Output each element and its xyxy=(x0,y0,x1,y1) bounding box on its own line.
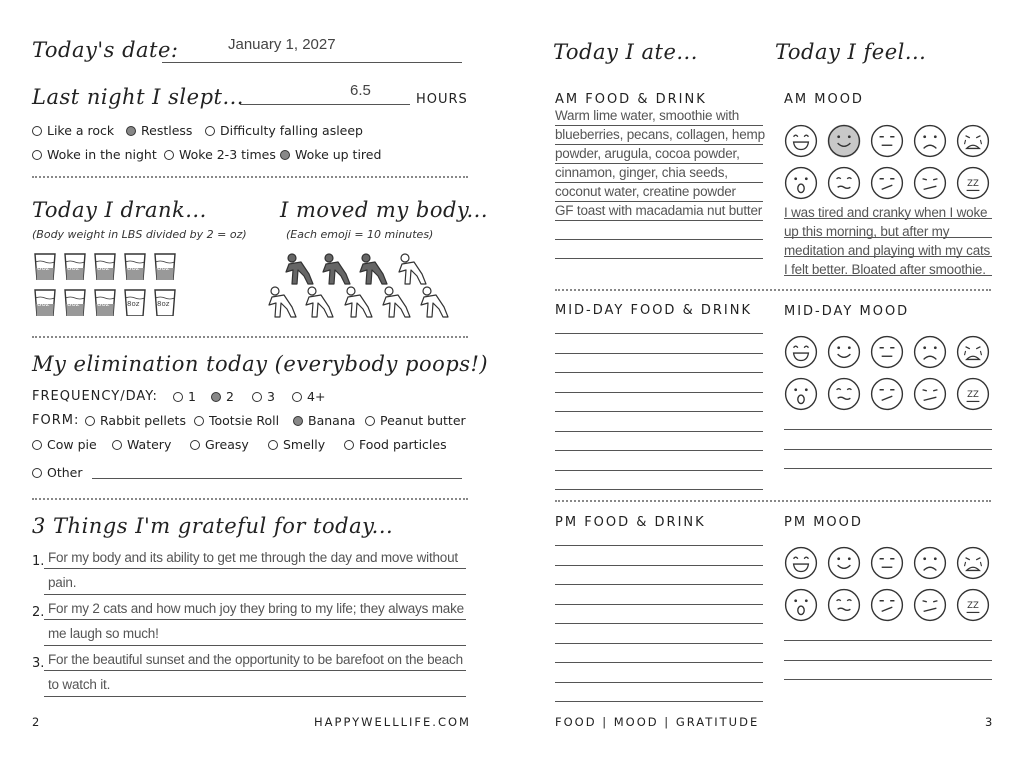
write-line[interactable] xyxy=(555,411,763,412)
divider xyxy=(32,176,468,178)
svg-text:ZZ: ZZ xyxy=(967,601,979,612)
sleep-option[interactable] xyxy=(126,123,192,138)
sad-face-icon[interactable] xyxy=(913,546,947,580)
write-line[interactable] xyxy=(555,182,763,183)
option-label: Other xyxy=(47,465,83,480)
write-line[interactable] xyxy=(555,584,763,585)
grateful-line[interactable]: For my body and its ability to get me through the day and move without xyxy=(48,550,458,565)
write-line[interactable] xyxy=(555,431,763,432)
sleepy-face-icon[interactable] xyxy=(956,588,990,622)
crying-face-icon[interactable] xyxy=(956,124,990,158)
grateful-line[interactable]: For my 2 cats and how much joy they bring to my life; they always make xyxy=(48,601,464,616)
write-line[interactable] xyxy=(555,201,763,202)
hours-label: HOURS xyxy=(416,92,468,107)
page-number-right: 3 xyxy=(985,715,995,729)
yoga-figure-icon[interactable] xyxy=(357,252,391,286)
grateful-line[interactable]: pain. xyxy=(48,575,77,590)
mid-food-label: MID-DAY FOOD & DRINK xyxy=(555,303,752,318)
glass-label: 8oz xyxy=(67,300,80,308)
radio-icon[interactable] xyxy=(32,150,42,160)
freq-option[interactable] xyxy=(252,389,275,404)
divider xyxy=(32,498,468,500)
form-option[interactable] xyxy=(32,465,83,480)
other-line xyxy=(92,478,462,479)
option-label: Banana xyxy=(308,413,356,428)
food-note-line[interactable]: blueberries, pecans, collagen, hemp xyxy=(555,127,765,142)
radio-icon[interactable] xyxy=(280,150,290,160)
yoga-figure-icon[interactable] xyxy=(342,285,376,319)
neutral-face-icon[interactable] xyxy=(870,124,904,158)
form-option[interactable] xyxy=(85,413,186,428)
grateful-title: 3 Things I'm grateful for today... xyxy=(32,514,394,538)
freq-option[interactable] xyxy=(292,389,325,404)
radio-icon[interactable] xyxy=(190,440,200,450)
radio-icon[interactable] xyxy=(112,440,122,450)
write-line[interactable] xyxy=(555,163,763,164)
radio-icon[interactable] xyxy=(252,392,262,402)
glass-label: 8oz xyxy=(157,300,170,308)
slept-label: Last night I slept... xyxy=(32,85,244,109)
write-line[interactable] xyxy=(555,392,763,393)
radio-icon[interactable] xyxy=(344,440,354,450)
glass-label: 8oz xyxy=(37,300,50,308)
option-label: 2 xyxy=(226,389,234,404)
date-label: Today's date: xyxy=(32,38,179,62)
form-option[interactable] xyxy=(32,437,97,452)
radio-icon[interactable] xyxy=(85,416,95,426)
write-line[interactable] xyxy=(784,660,992,661)
write-line[interactable] xyxy=(555,682,763,683)
laughing-face-icon[interactable] xyxy=(784,546,818,580)
mood-note-line[interactable]: I was tired and cranky when I woke xyxy=(784,205,988,220)
annoyed-face-icon[interactable] xyxy=(913,166,947,200)
moved-title: I moved my body... xyxy=(280,198,489,222)
surprised-face-icon[interactable] xyxy=(784,166,818,200)
radio-icon[interactable] xyxy=(365,416,375,426)
write-line[interactable] xyxy=(555,125,763,126)
crying-face-icon[interactable] xyxy=(956,335,990,369)
option-label: Woke up tired xyxy=(295,147,382,162)
write-line[interactable] xyxy=(555,353,763,354)
slept-line xyxy=(240,104,410,105)
option-label: 3 xyxy=(267,389,275,404)
write-line[interactable] xyxy=(784,468,992,469)
freq-option[interactable] xyxy=(173,389,196,404)
option-label: 1 xyxy=(188,389,196,404)
yoga-figure-icon[interactable] xyxy=(418,285,452,319)
crying-face-icon[interactable] xyxy=(956,546,990,580)
drank-hint: (Body weight in LBS divided by 2 = oz) xyxy=(32,228,247,241)
write-line[interactable] xyxy=(555,220,763,221)
sleepy-face-icon[interactable] xyxy=(956,166,990,200)
surprised-face-icon[interactable] xyxy=(784,588,818,622)
food-note-line[interactable]: GF toast with macadamia nut butter xyxy=(555,203,763,218)
smiling-face-icon[interactable] xyxy=(827,546,861,580)
divider xyxy=(555,289,991,291)
option-label: Greasy xyxy=(205,437,249,452)
smiling-face-icon[interactable] xyxy=(827,335,861,369)
sleep-option[interactable] xyxy=(164,147,276,162)
feel-title: Today I feel... xyxy=(775,40,927,64)
glass-label: 8oz xyxy=(37,264,50,272)
moved-hint: (Each emoji = 10 minutes) xyxy=(286,228,434,241)
form-label: FORM: xyxy=(32,413,80,428)
radio-icon[interactable] xyxy=(293,416,303,426)
annoyed-face-icon[interactable] xyxy=(913,588,947,622)
glass-label: 8oz xyxy=(127,300,140,308)
queasy-face-icon[interactable] xyxy=(827,377,861,411)
pm-food-label: PM FOOD & DRINK xyxy=(555,515,706,530)
radio-icon[interactable] xyxy=(32,440,42,450)
write-line[interactable] xyxy=(555,701,763,702)
queasy-face-icon[interactable] xyxy=(827,588,861,622)
option-label: Difficulty falling asleep xyxy=(220,123,363,138)
write-line[interactable] xyxy=(555,470,763,471)
write-line[interactable] xyxy=(555,643,763,644)
write-line[interactable] xyxy=(784,679,992,680)
sleep-option[interactable] xyxy=(32,123,114,138)
form-option[interactable] xyxy=(344,437,447,452)
option-label: Restless xyxy=(141,123,193,138)
grateful-number: 1. xyxy=(32,554,45,569)
radio-icon[interactable] xyxy=(292,392,302,402)
radio-icon[interactable] xyxy=(164,150,174,160)
radio-icon[interactable] xyxy=(173,392,183,402)
write-line xyxy=(44,670,466,671)
site-url: HAPPYWELLLIFE.COM xyxy=(314,715,471,729)
write-line[interactable] xyxy=(555,565,763,566)
write-line[interactable] xyxy=(784,640,992,641)
radio-icon[interactable] xyxy=(268,440,278,450)
option-label: Woke in the night xyxy=(47,147,157,162)
radio-icon[interactable] xyxy=(32,468,42,478)
write-line[interactable] xyxy=(784,449,992,450)
write-line xyxy=(44,568,466,569)
form-option[interactable] xyxy=(365,413,466,428)
option-label: Cow pie xyxy=(47,437,97,452)
skeptical-face-icon[interactable] xyxy=(870,377,904,411)
sleep-option[interactable] xyxy=(205,123,363,138)
mood-note-line[interactable]: I felt better. Bloated after smoothie. xyxy=(784,262,986,277)
glass-label: 8oz xyxy=(67,264,80,272)
write-line xyxy=(44,696,466,697)
skeptical-face-icon[interactable] xyxy=(870,588,904,622)
laughing-face-icon[interactable] xyxy=(784,124,818,158)
write-line xyxy=(44,619,466,620)
radio-icon[interactable] xyxy=(194,416,204,426)
glass-label: 8oz xyxy=(97,264,110,272)
option-label: Tootsie Roll xyxy=(209,413,280,428)
radio-icon[interactable] xyxy=(211,392,221,402)
grateful-line[interactable]: to watch it. xyxy=(48,677,111,692)
svg-text:ZZ: ZZ xyxy=(967,390,979,401)
skeptical-face-icon[interactable] xyxy=(870,166,904,200)
write-line[interactable] xyxy=(555,333,763,334)
sleepy-face-icon[interactable] xyxy=(956,377,990,411)
food-note-line[interactable]: Warm lime water, smoothie with xyxy=(555,108,740,123)
am-food-label: AM FOOD & DRINK xyxy=(555,92,707,107)
option-label: Like a rock xyxy=(47,123,115,138)
sleep-option[interactable] xyxy=(32,147,157,162)
pm-mood-label: PM MOOD xyxy=(784,515,863,530)
date-line xyxy=(162,62,462,63)
footer-tagline: FOOD | MOOD | GRATITUDE xyxy=(555,715,760,729)
laughing-face-icon[interactable] xyxy=(784,335,818,369)
write-line[interactable] xyxy=(555,372,763,373)
write-line[interactable] xyxy=(555,662,763,663)
grateful-number: 2. xyxy=(32,605,45,620)
yoga-figure-icon[interactable] xyxy=(283,252,317,286)
sleep-option[interactable] xyxy=(280,147,381,162)
write-line[interactable] xyxy=(555,489,763,490)
grateful-number: 3. xyxy=(32,656,45,671)
sad-face-icon[interactable] xyxy=(913,335,947,369)
food-note-line[interactable]: coconut water, creatine powder xyxy=(555,184,736,199)
option-label: 4+ xyxy=(307,389,326,404)
write-line[interactable] xyxy=(555,604,763,605)
sad-face-icon[interactable] xyxy=(913,124,947,158)
radio-icon[interactable] xyxy=(205,126,215,136)
mood-note-line[interactable]: meditation and playing with my cats xyxy=(784,243,991,258)
form-option[interactable] xyxy=(112,437,171,452)
option-label: Peanut butter xyxy=(380,413,466,428)
form-option[interactable] xyxy=(190,437,249,452)
drank-title: Today I drank... xyxy=(32,198,207,222)
divider xyxy=(32,336,468,338)
form-option[interactable] xyxy=(293,413,355,428)
glass-label: 8oz xyxy=(127,264,140,272)
smiling-face-icon[interactable] xyxy=(827,124,861,158)
yoga-figure-icon[interactable] xyxy=(380,285,414,319)
freq-option[interactable] xyxy=(211,389,234,404)
grateful-line[interactable]: For the beautiful sunset and the opportunity to be barefoot on the beach xyxy=(48,652,463,667)
food-note-line[interactable]: cinnamon, ginger, chia seeds, xyxy=(555,165,728,180)
form-option[interactable] xyxy=(194,413,279,428)
write-line xyxy=(44,645,466,646)
option-label: Smelly xyxy=(283,437,326,452)
mood-note-line[interactable]: up this morning, but after my xyxy=(784,224,950,239)
neutral-face-icon[interactable] xyxy=(870,335,904,369)
svg-text:ZZ: ZZ xyxy=(967,179,979,190)
write-line[interactable] xyxy=(555,623,763,624)
option-label: Woke 2-3 times xyxy=(179,147,276,162)
option-label: Rabbit pellets xyxy=(100,413,186,428)
mid-mood-label: MID-DAY MOOD xyxy=(784,304,910,319)
grateful-line[interactable]: me laugh so much! xyxy=(48,626,159,641)
date-value[interactable]: January 1, 2027 xyxy=(228,36,336,53)
write-line[interactable] xyxy=(555,545,763,546)
annoyed-face-icon[interactable] xyxy=(913,377,947,411)
radio-icon[interactable] xyxy=(126,126,136,136)
divider xyxy=(555,500,991,502)
queasy-face-icon[interactable] xyxy=(827,166,861,200)
neutral-face-icon[interactable] xyxy=(870,546,904,580)
option-label: Watery xyxy=(127,437,172,452)
yoga-figure-icon[interactable] xyxy=(266,285,300,319)
glass-label: 8oz xyxy=(157,264,170,272)
elim-title: My elimination today (everybody poops!) xyxy=(32,352,489,376)
freq-label: FREQUENCY/DAY: xyxy=(32,389,158,404)
write-line[interactable] xyxy=(555,144,763,145)
yoga-figure-icon[interactable] xyxy=(320,252,354,286)
yoga-figure-icon[interactable] xyxy=(396,252,430,286)
radio-icon[interactable] xyxy=(32,126,42,136)
write-line xyxy=(44,594,466,595)
write-line[interactable] xyxy=(784,429,992,430)
form-option[interactable] xyxy=(268,437,325,452)
food-note-line[interactable]: powder, arugula, cocoa powder, xyxy=(555,146,740,161)
yoga-figure-icon[interactable] xyxy=(303,285,337,319)
surprised-face-icon[interactable] xyxy=(784,377,818,411)
glass-label: 8oz xyxy=(97,300,110,308)
slept-value[interactable]: 6.5 xyxy=(350,82,371,99)
am-mood-label: AM MOOD xyxy=(784,92,864,107)
write-line[interactable] xyxy=(555,450,763,451)
write-line[interactable] xyxy=(555,258,763,259)
write-line[interactable] xyxy=(555,239,763,240)
page-number-left: 2 xyxy=(32,715,42,729)
ate-title: Today I ate... xyxy=(553,40,698,64)
option-label: Food particles xyxy=(359,437,447,452)
